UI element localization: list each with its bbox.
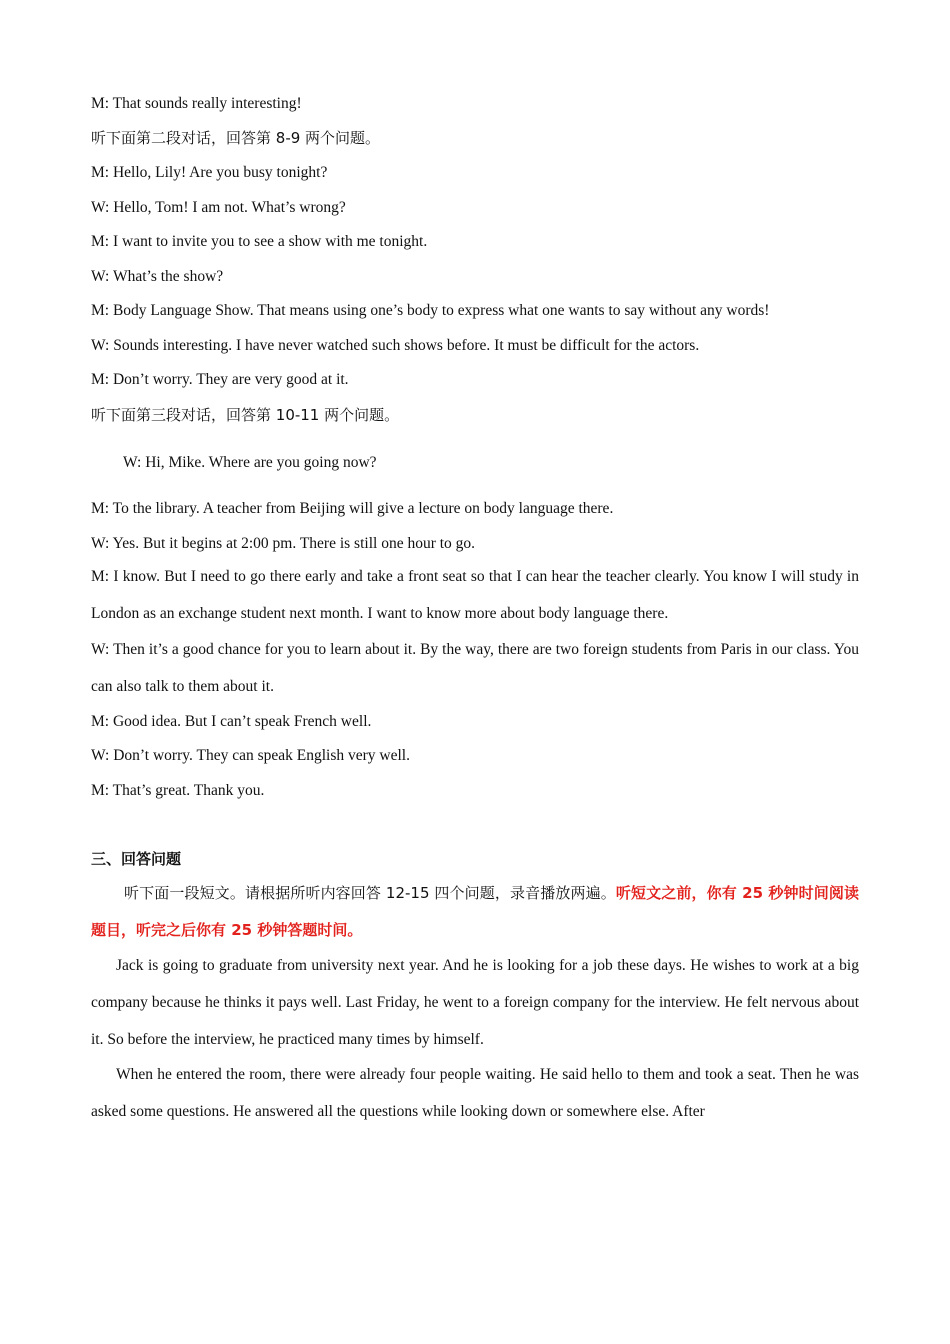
instruction-emphasis: 听短文之前，你有 25 秒钟时间阅读题目，听完之后你有 25 秒钟答题时间。 bbox=[91, 884, 859, 939]
dialogue-line: M: That’s great. Thank you. bbox=[91, 782, 265, 799]
dialogue-line: W: Hello, Tom! I am not. What’s wrong? bbox=[91, 199, 346, 216]
dialogue-line: W: Sounds interesting. I have never watched such shows before. It must be difficult for the actors. bbox=[91, 337, 700, 354]
dialogue-line: W: Hi, Mike. Where are you going now? bbox=[123, 454, 377, 471]
section-3-instruction bbox=[91, 875, 859, 949]
passage-paragraph: When he entered the room, there were already four people waiting. He said hello to them and took a seat. Then he was asked some questions. He answered all the questions while looking down or somewhere else. After bbox=[91, 1066, 859, 1120]
dialogue-line: M: Hello, Lily! Are you busy tonight? bbox=[91, 164, 328, 181]
dialogue-line: M: That sounds really interesting! bbox=[91, 95, 302, 112]
dialogue-line: M: I know. But I need to go there early and take a front seat so that I can hear the teacher clearly. You know I will study in London as an exchange student next month. I want to know more about body language there. bbox=[91, 568, 859, 622]
dialogue-line: M: To the library. A teacher from Beijing will give a lecture on body language there. bbox=[91, 500, 614, 517]
section-3-heading: 三、回答问题 bbox=[91, 850, 182, 868]
dialogue-line: W: Yes. But it begins at 2:00 pm. There is still one hour to go. bbox=[91, 535, 476, 552]
dialogue-line: M: Good idea. But I can’t speak French well. bbox=[91, 713, 372, 730]
dialogue-3-instruction: 听下面第三段对话，回答第 10-11 两个问题。 bbox=[91, 406, 400, 424]
dialogue-2-instruction: 听下面第二段对话，回答第 8-9 两个问题。 bbox=[91, 129, 381, 147]
dialogue-line: W: Don’t worry. They can speak English very well. bbox=[91, 747, 410, 764]
dialogue-line: W: What’s the show? bbox=[91, 268, 224, 285]
dialogue-line: M: I want to invite you to see a show with me tonight. bbox=[91, 233, 428, 250]
passage-paragraph: Jack is going to graduate from university next year. And he is looking for a job these days. He wishes to work at a big company because he thinks it pays well. Last Friday, he went to a foreign company for the interview. He felt nervous about it. So before the interview, he practiced many times by himself. bbox=[91, 957, 859, 1048]
dialogue-line: M: Body Language Show. That means using one’s body to express what one wants to say without any words! bbox=[91, 302, 770, 319]
dialogue-line: W: Then it’s a good chance for you to learn about it. By the way, there are two foreign students from Paris in our class. You can also talk to them about it. bbox=[91, 641, 859, 695]
instruction-plain: 听下面一段短文。请根据所听内容回答 12-15 四个问题，录音播放两遍。 bbox=[124, 884, 616, 902]
dialogue-line: M: Don’t worry. They are very good at it. bbox=[91, 371, 349, 388]
